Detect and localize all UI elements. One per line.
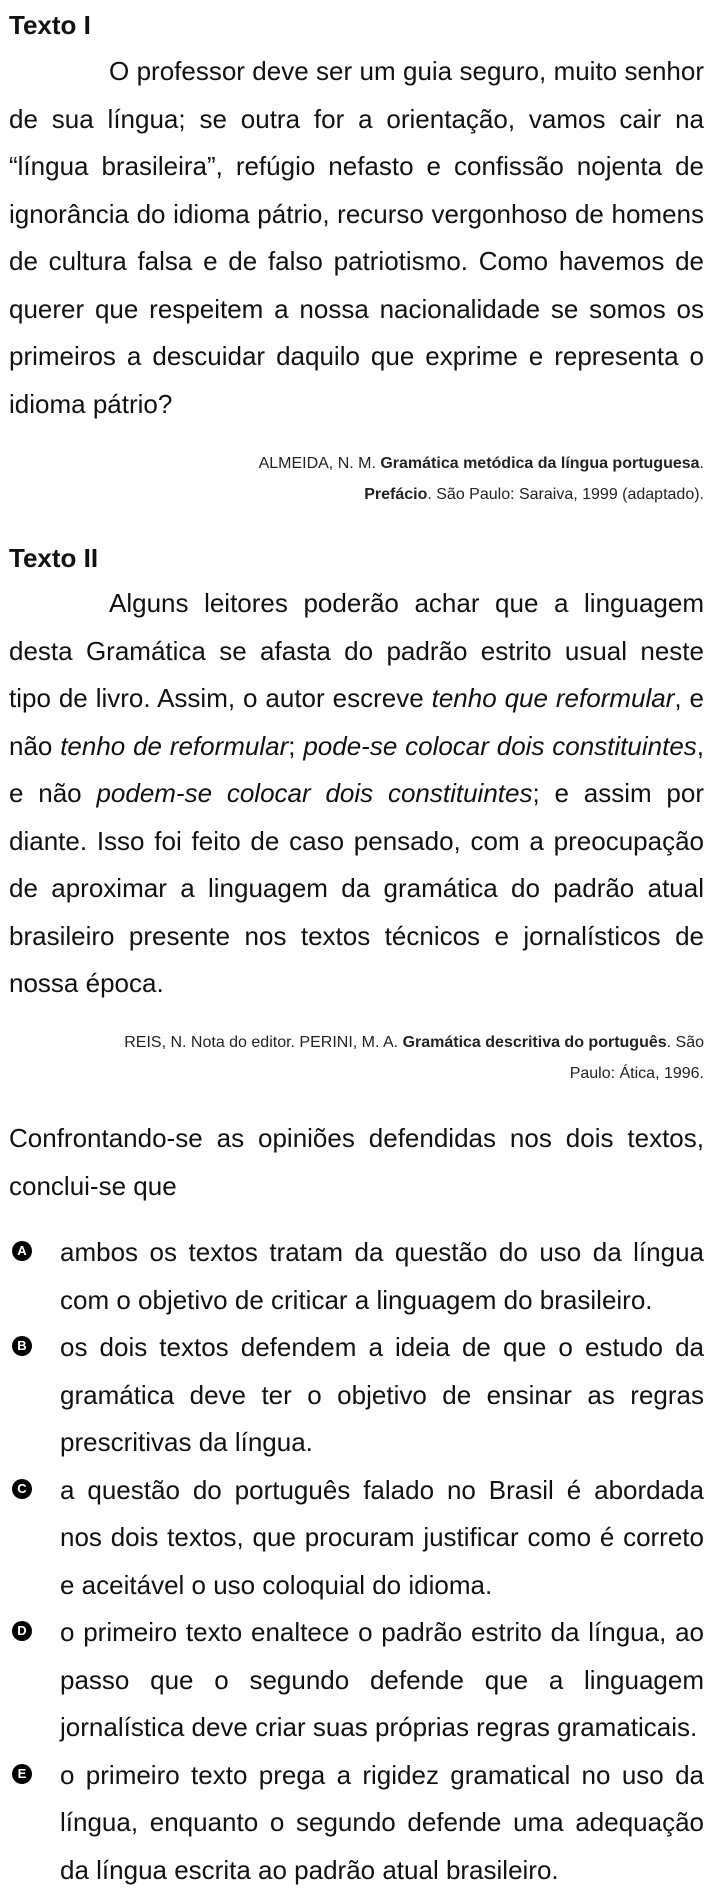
option-e[interactable]	[9, 1752, 704, 1894]
texto1-source	[104, 448, 704, 510]
texto1-source-rest: . São Paulo: Saraiva, 1999 (adaptado).	[427, 486, 704, 503]
texto2-body-italic: podem-se colocar dois constituintes	[96, 778, 532, 808]
option-text: os dois textos defendem a ideia de que o estudo da gramática deve ter o objetivo de ensinar as regras prescritivas da língua.	[60, 1324, 704, 1467]
texto1-source-part: Prefácio	[364, 486, 427, 503]
option-b[interactable]	[9, 1324, 704, 1467]
option-c[interactable]	[9, 1467, 704, 1610]
texto2-body-italic: tenho de reformular	[60, 731, 288, 761]
texto2-body-italic: tenho que reformular	[432, 683, 675, 713]
texto1-source-title: Gramática metódica da língua portuguesa	[380, 455, 699, 472]
texto2-heading: Texto II	[9, 543, 98, 573]
option-text: ambos os textos tratam da questão do uso da língua com o objetivo de criticar a linguagem do brasileiro.	[60, 1229, 704, 1324]
texto2-body-part: Alguns leitores poderão achar que a linguagem desta Gramática se afasta do padrão estrito usual neste tipo de livro. Assim, o autor escreve	[9, 588, 704, 713]
question-stem: Confrontando-se as opiniões defendidas nos dois textos, conclui-se que	[9, 1115, 704, 1210]
texto2-body-part: ; e assim por diante. Isso foi feito de caso pensado, com a preocupação de aproximar a linguagem da gramática do padrão atual brasileiro presente nos textos técnicos e jornalísticos de nossa época.	[9, 778, 704, 998]
option-d[interactable]	[9, 1609, 704, 1752]
texto1-heading: Texto I	[9, 10, 91, 40]
texto2-source-author: REIS, N. Nota do editor. PERINI, M. A.	[124, 1034, 402, 1051]
option-text: o primeiro texto enaltece o padrão estrito da língua, ao passo que o segundo defende que a linguagem jornalística deve criar suas próprias regras gramaticais.	[60, 1609, 704, 1752]
option-a[interactable]	[9, 1229, 704, 1324]
texto2-body-part: , e não	[9, 683, 704, 761]
option-text: o primeiro texto prega a rigidez gramatical no uso da língua, enquanto o segundo defende uma adequação da língua escrita ao padrão atual brasileiro.	[60, 1752, 704, 1894]
texto2-source-title: Gramática descritiva do português	[403, 1034, 667, 1051]
texto2-source	[104, 1027, 704, 1089]
answer-options	[9, 1229, 704, 1894]
texto1-source-author: ALMEIDA, N. M.	[259, 455, 381, 472]
option-text: a questão do português falado no Brasil é abordada nos dois textos, que procuram justificar como é correto e aceitável o uso coloquial do idioma.	[60, 1467, 704, 1610]
texto2-source-rest: . São Paulo: Ática, 1996.	[570, 1034, 704, 1082]
texto1-body: O professor deve ser um guia seguro, muito senhor de sua língua; se outra for a orientação, vamos cair na “língua brasileira”, refúgio nefasto e confissão nojenta de ignorância do idioma pátrio, recurso vergonhoso de homens de cultura falsa e de falso patriotismo. Como havemos de querer que respeitem a nossa nacionalidade se somos os primeiros a descuidar daquilo que exprime e representa o idioma pátrio?	[9, 48, 704, 428]
texto2-body-part: ;	[288, 731, 303, 761]
texto2-body-part: , e não	[9, 731, 704, 809]
option-letter-badge: A	[12, 1241, 32, 1261]
option-letter-badge: D	[12, 1621, 32, 1641]
texto1-source-sep: .	[700, 455, 704, 472]
option-letter-badge: B	[12, 1336, 32, 1356]
texto2-body-italic: pode-se colocar dois constituintes	[303, 731, 696, 761]
option-letter-badge: C	[12, 1479, 32, 1499]
option-letter-badge: E	[12, 1764, 32, 1784]
texto2-body	[9, 580, 704, 1008]
